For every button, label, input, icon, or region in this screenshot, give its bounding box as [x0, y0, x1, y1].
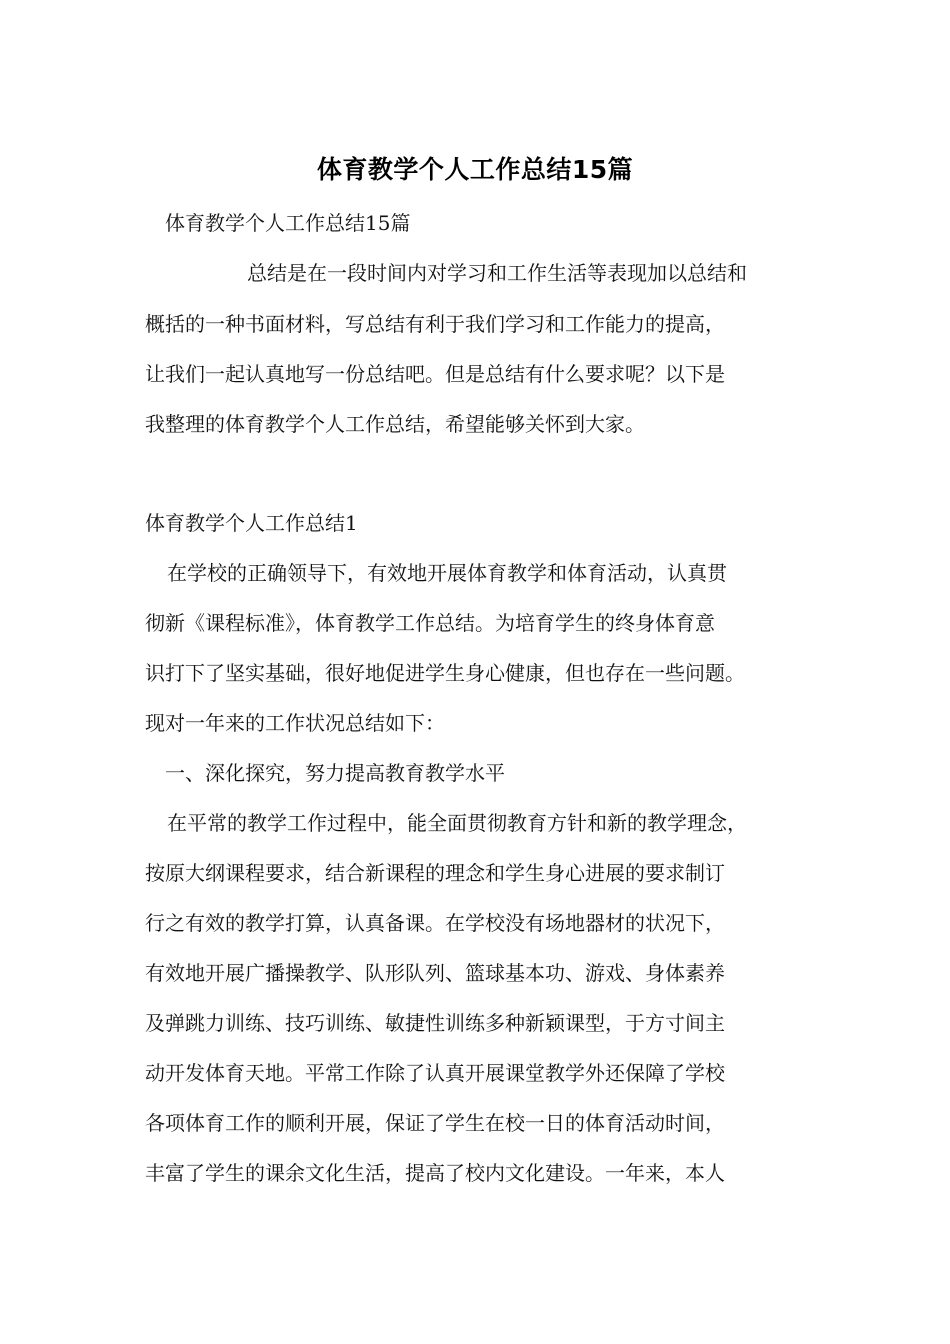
paragraph-line: 在学校的正确领导下，有效地开展体育教学和体育活动，认真贯 [167, 561, 727, 585]
paragraph-line: 各项体育工作的顺利开展，保证了学生在校一日的体育活动时间， [145, 1111, 725, 1135]
paragraph-line: 我整理的体育教学个人工作总结，希望能够关怀到大家。 [145, 412, 645, 436]
section-heading: 体育教学个人工作总结1 [145, 511, 358, 535]
paragraph-line: 按原大纲课程要求，结合新课程的理念和学生身心进展的要求制订 [145, 861, 725, 885]
paragraph-line: 及弹跳力训练、技巧训练、敏捷性训练多种新颖课型，于方寸间主 [145, 1011, 725, 1035]
paragraph-line: 行之有效的教学打算，认真备课。在学校没有场地器材的状况下， [145, 911, 725, 935]
paragraph-line: 有效地开展广播操教学、队形队列、篮球基本功、游戏、身体素养 [145, 961, 725, 985]
paragraph-line: 在平常的教学工作过程中，能全面贯彻教育方针和新的教学理念， [167, 811, 747, 835]
paragraph-line: 丰富了学生的课余文化生活，提高了校内文化建设。一年来，本人 [145, 1161, 725, 1185]
paragraph-line: 总结是在一段时间内对学习和工作生活等表现加以总结和 [247, 261, 747, 285]
paragraph-line: 识打下了坚实基础，很好地促进学生身心健康，但也存在一些问题。 [145, 661, 745, 685]
paragraph-line: 彻新《课程标准》，体育教学工作总结。为培育学生的终身体育意 [145, 611, 715, 635]
paragraph-line: 现对一年来的工作状况总结如下： [145, 711, 445, 735]
subtitle-line: 体育教学个人工作总结15篇 [165, 211, 411, 235]
paragraph-line: 动开发体育天地。平常工作除了认真开展课堂教学外还保障了学校 [145, 1061, 725, 1085]
paragraph-line: 让我们一起认真地写一份总结吧。但是总结有什么要求呢？以下是 [145, 362, 725, 386]
subsection-heading: 一、深化探究，努力提高教育教学水平 [165, 761, 505, 785]
paragraph-line: 概括的一种书面材料，写总结有利于我们学习和工作能力的提高， [145, 312, 725, 336]
document-title: 体育教学个人工作总结15篇 [316, 155, 634, 184]
